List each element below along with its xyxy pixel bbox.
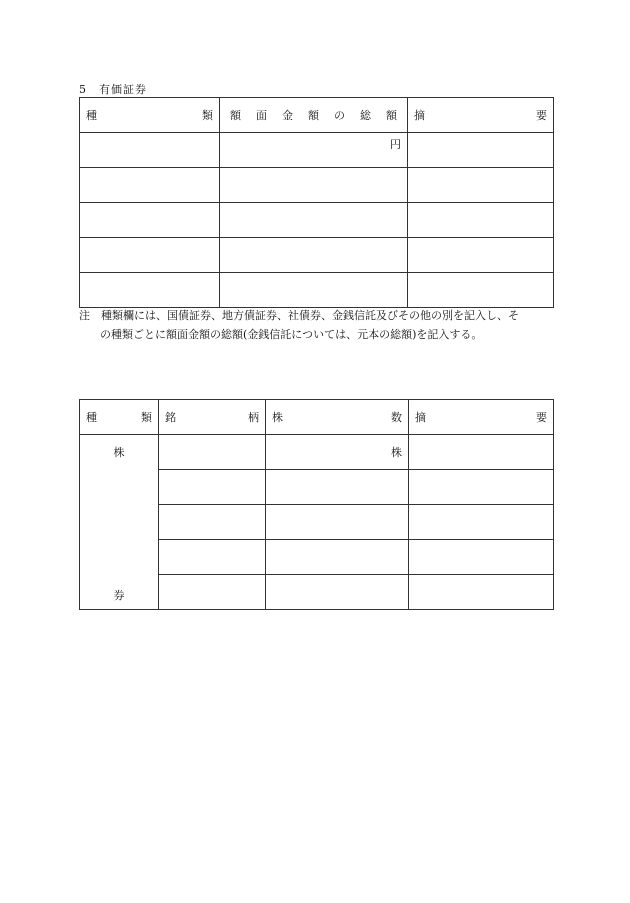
type-cell[interactable]: [80, 168, 220, 203]
stock-type-top: 株: [113, 446, 125, 459]
yen-unit: 円: [390, 138, 401, 151]
type-cell[interactable]: [80, 203, 220, 238]
table-header-row: [80, 98, 554, 133]
type-cell[interactable]: [80, 238, 220, 273]
brand-cell[interactable]: [159, 575, 266, 610]
brand-cell[interactable]: [159, 505, 266, 540]
header-summary: 摘 要: [408, 98, 554, 133]
summary-cell[interactable]: [408, 168, 554, 203]
summary-cell[interactable]: [409, 540, 554, 575]
face-value-cell[interactable]: [220, 133, 408, 168]
summary-cell[interactable]: [408, 273, 554, 308]
header-face-value-total: 額 面 金 額 の 総 額: [220, 98, 408, 133]
brand-cell[interactable]: [159, 470, 266, 505]
face-value-cell[interactable]: [220, 238, 408, 273]
type-cell[interactable]: [80, 133, 220, 168]
shares-cell[interactable]: [266, 575, 409, 610]
shares-cell[interactable]: [266, 470, 409, 505]
table-row: [80, 168, 554, 203]
face-value-cell[interactable]: [220, 203, 408, 238]
summary-cell[interactable]: [409, 470, 554, 505]
summary-cell[interactable]: [408, 133, 554, 168]
shares-cell[interactable]: [266, 435, 409, 470]
summary-cell[interactable]: [409, 575, 554, 610]
type-cell[interactable]: [80, 273, 220, 308]
header-shares: 株 数: [266, 400, 409, 435]
stock-type-bottom: 券: [113, 589, 125, 602]
stock-type-cell: [80, 435, 159, 610]
securities-table: [79, 97, 554, 308]
shares-unit: 株: [391, 446, 402, 459]
table-row: [80, 133, 554, 168]
face-value-cell[interactable]: [220, 273, 408, 308]
shares-cell[interactable]: [266, 540, 409, 575]
note-line-1: 注 種類欄には、国債証券、地方債証券、社債券、金銭信託及びその他の別を記入し、そ: [79, 309, 519, 322]
table-row: [80, 238, 554, 273]
shares-cell[interactable]: [266, 505, 409, 540]
table-row: [80, 273, 554, 308]
stock-table: [79, 399, 554, 610]
brand-cell[interactable]: [159, 435, 266, 470]
brand-cell[interactable]: [159, 540, 266, 575]
header-summary: 摘 要: [409, 400, 554, 435]
table-row: [80, 435, 554, 470]
table-row: [80, 203, 554, 238]
summary-cell[interactable]: [408, 238, 554, 273]
note: [79, 306, 559, 344]
header-brand: 銘 柄: [159, 400, 266, 435]
note-line-2: の種類ごとに額面金額の総額(金銭信託については、元本の総額)を記入する。: [100, 328, 483, 341]
summary-cell[interactable]: [409, 435, 554, 470]
table-header-row: [80, 400, 554, 435]
face-value-cell[interactable]: [220, 168, 408, 203]
section-heading: 5 有価証券: [79, 83, 147, 96]
summary-cell[interactable]: [408, 203, 554, 238]
summary-cell[interactable]: [409, 505, 554, 540]
header-type: 種 類: [80, 400, 159, 435]
header-type: 種 類: [80, 98, 220, 133]
